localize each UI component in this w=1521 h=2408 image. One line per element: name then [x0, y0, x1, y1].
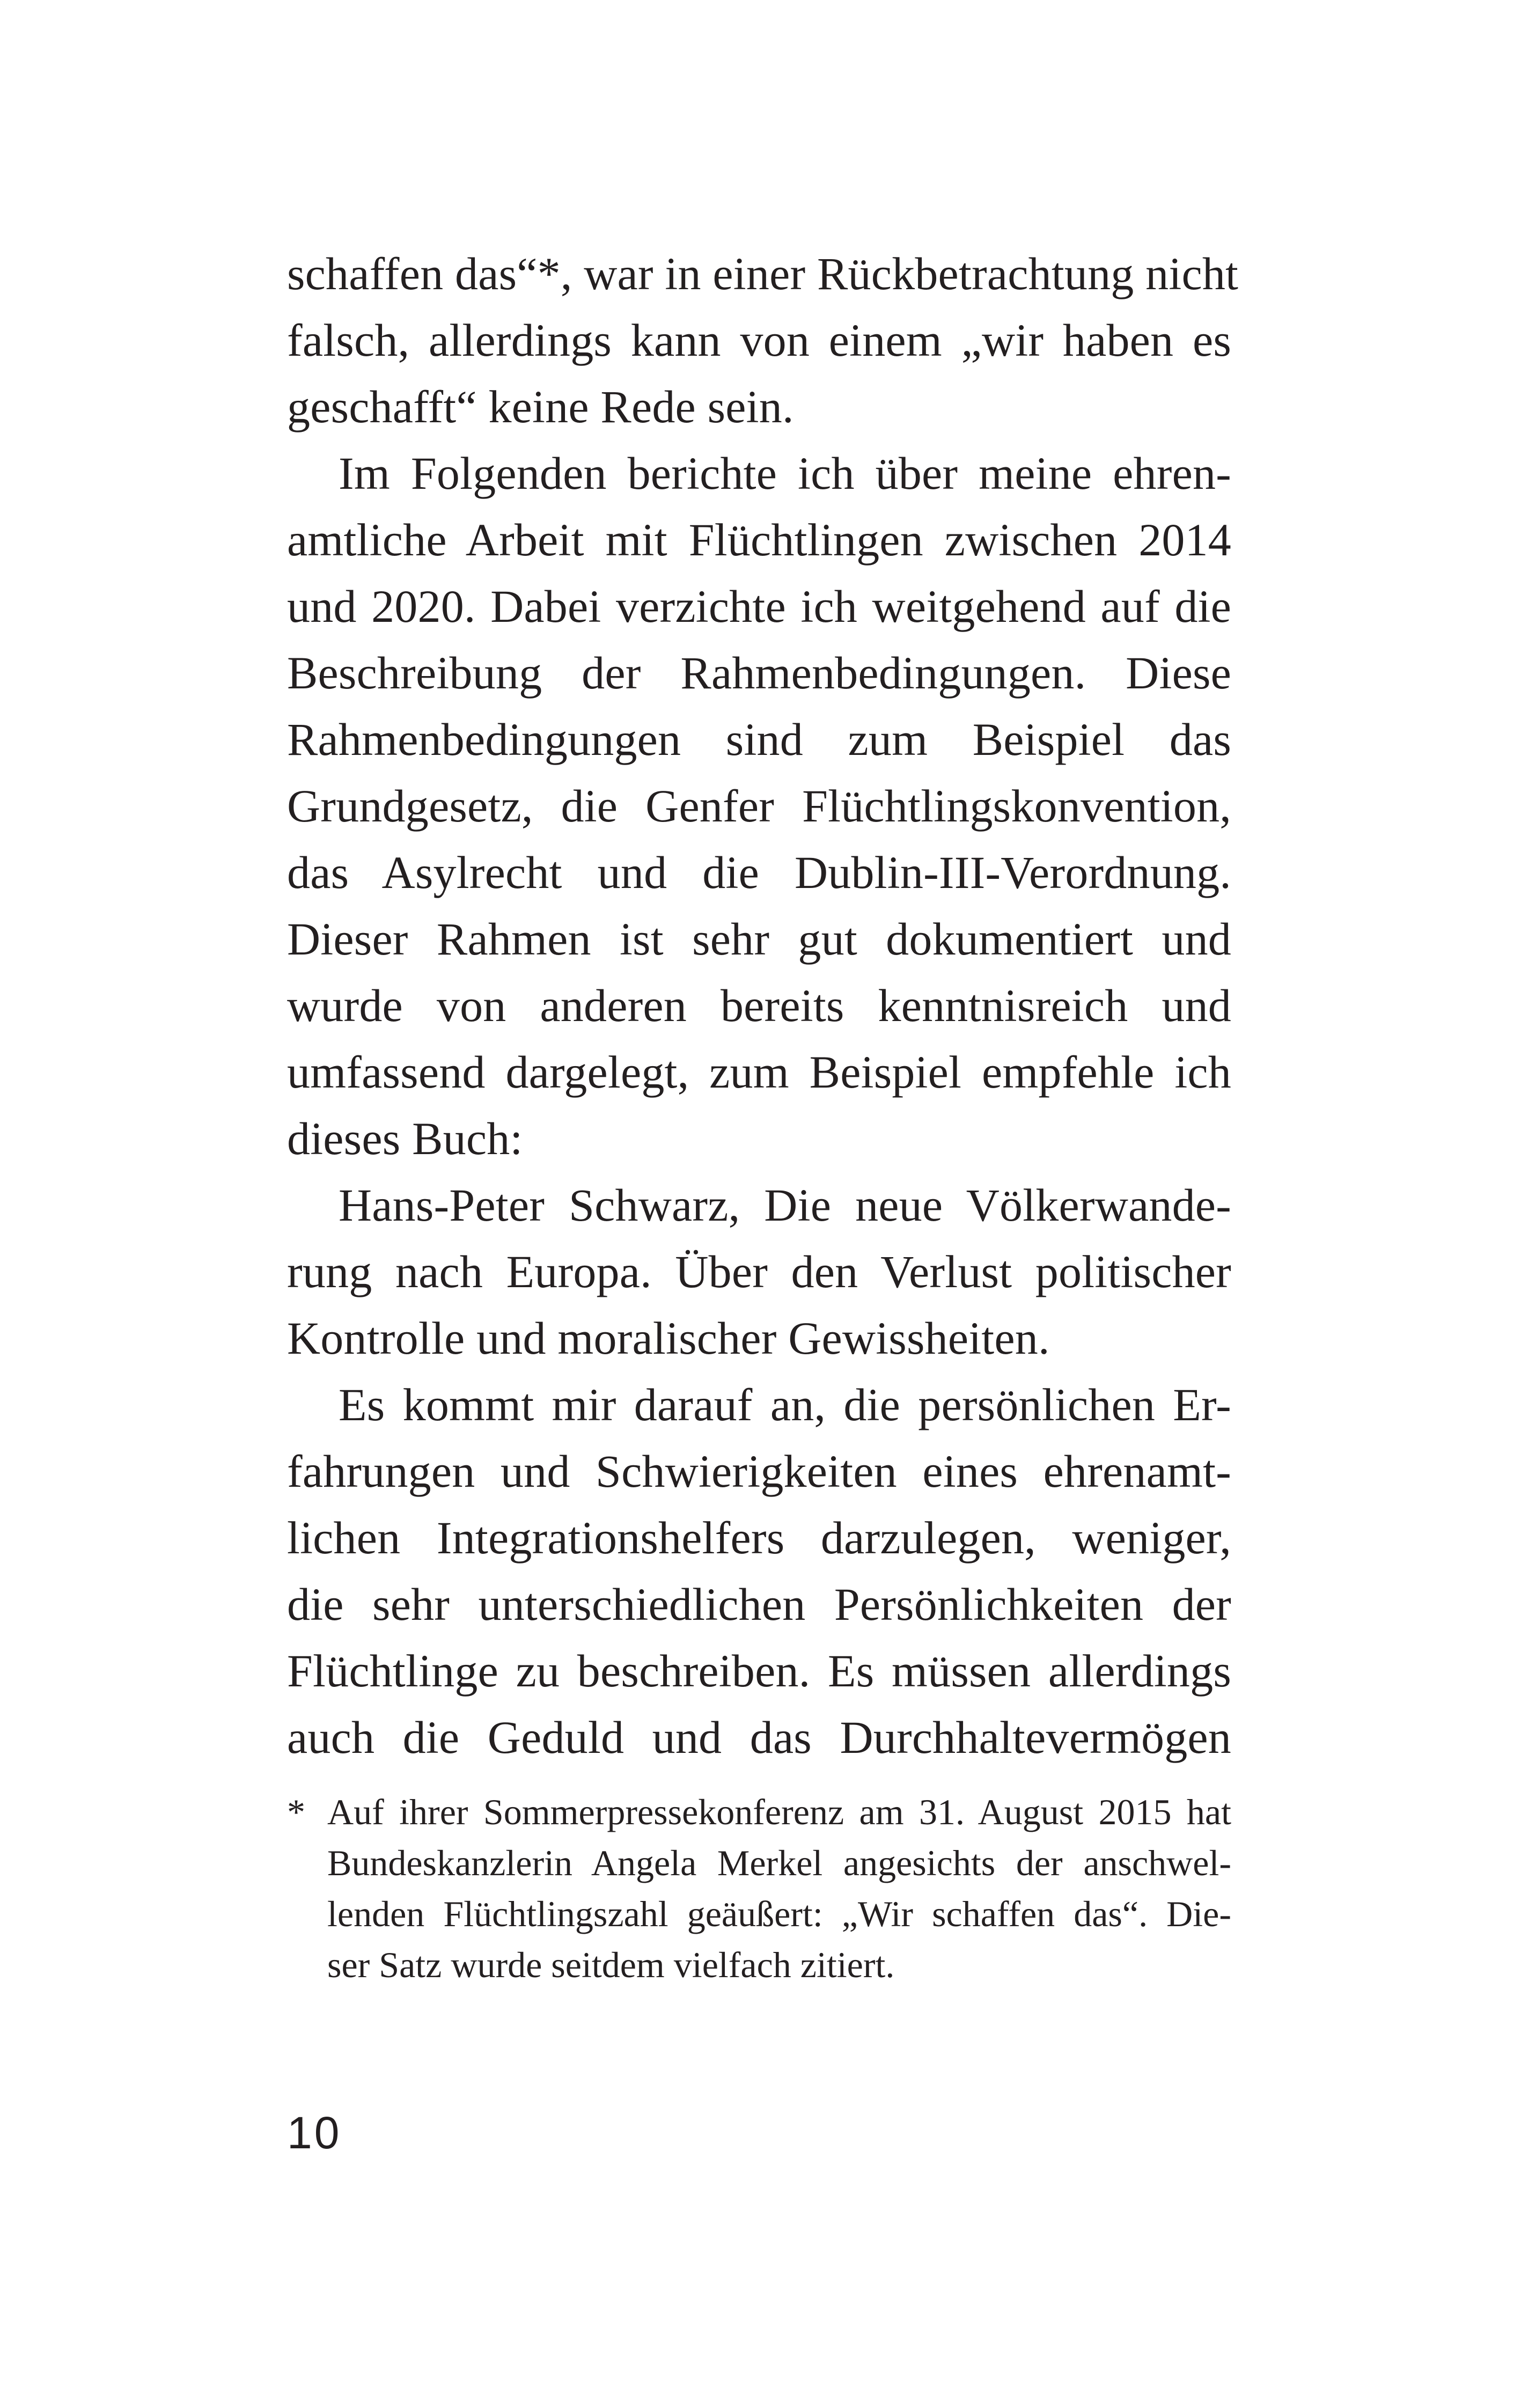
- body-text: [287, 240, 1239, 1771]
- text-line: Es kommt mir darauf an, die persönlichen Er-: [339, 1379, 1231, 1430]
- text-line: rung nach Europa. Über den Verlust politischer: [287, 1246, 1231, 1297]
- text-line: falsch, allerdings kann von einem „wir haben es: [287, 314, 1231, 366]
- text-line: umfassend dargelegt, zum Beispiel empfehle ich: [287, 1046, 1231, 1098]
- text-line: Im Folgenden berichte ich über meine ehren-: [339, 447, 1231, 499]
- text-line: das Asylrecht und die Dublin-III-Verordnung.: [287, 847, 1231, 898]
- footnote: [287, 1787, 1231, 1991]
- text-line: wurde von anderen bereits kenntnisreich und: [287, 980, 1231, 1031]
- footnote-line: ser Satz wurde seitdem vielfach zitiert.: [327, 1944, 895, 1985]
- text-line: und 2020. Dabei verzichte ich weitgehend auf die: [287, 581, 1231, 632]
- text-line: Rahmenbedingungen sind zum Beispiel das: [287, 714, 1231, 765]
- text-line: schaffen das“*, war in einer Rückbetrachtung nicht: [287, 248, 1239, 299]
- footnote-line: Bundeskanzlerin Angela Merkel angesichts der anschwel-: [327, 1842, 1231, 1883]
- text-line: Kontrolle und moralischer Gewissheiten.: [287, 1312, 1050, 1364]
- text-line: dieses Buch:: [287, 1113, 523, 1164]
- text-line: amtliche Arbeit mit Flüchtlingen zwischen 2014: [287, 514, 1231, 566]
- text-line: die sehr unterschiedlichen Persönlichkeiten der: [287, 1579, 1231, 1630]
- text-line: fahrungen und Schwierigkeiten eines ehrenamt-: [287, 1445, 1231, 1497]
- footnote-marker: *: [287, 1792, 305, 1832]
- text-line: geschafft“ keine Rede sein.: [287, 381, 794, 432]
- text-line: Grundgesetz, die Genfer Flüchtlingskonvention,: [287, 780, 1231, 832]
- text-line: Beschreibung der Rahmenbedingungen. Diese: [287, 647, 1231, 699]
- footnote-line: Auf ihrer Sommerpressekonferenz am 31. August 2015 hat: [327, 1792, 1231, 1832]
- footnote-line: lenden Flüchtlingszahl geäußert: „Wir schaffen das“. Die-: [327, 1893, 1231, 1934]
- page-number: 10: [287, 2108, 342, 2158]
- text-line: Dieser Rahmen ist sehr gut dokumentiert und: [287, 913, 1231, 965]
- text-line: Hans-Peter Schwarz, Die neue Völkerwande-: [339, 1179, 1231, 1231]
- text-line: auch die Geduld und das Durchhaltevermögen: [287, 1712, 1231, 1763]
- text-line: Flüchtlinge zu beschreiben. Es müssen allerdings: [287, 1645, 1231, 1697]
- text-line: lichen Integrationshelfers darzulegen, weniger,: [287, 1512, 1231, 1563]
